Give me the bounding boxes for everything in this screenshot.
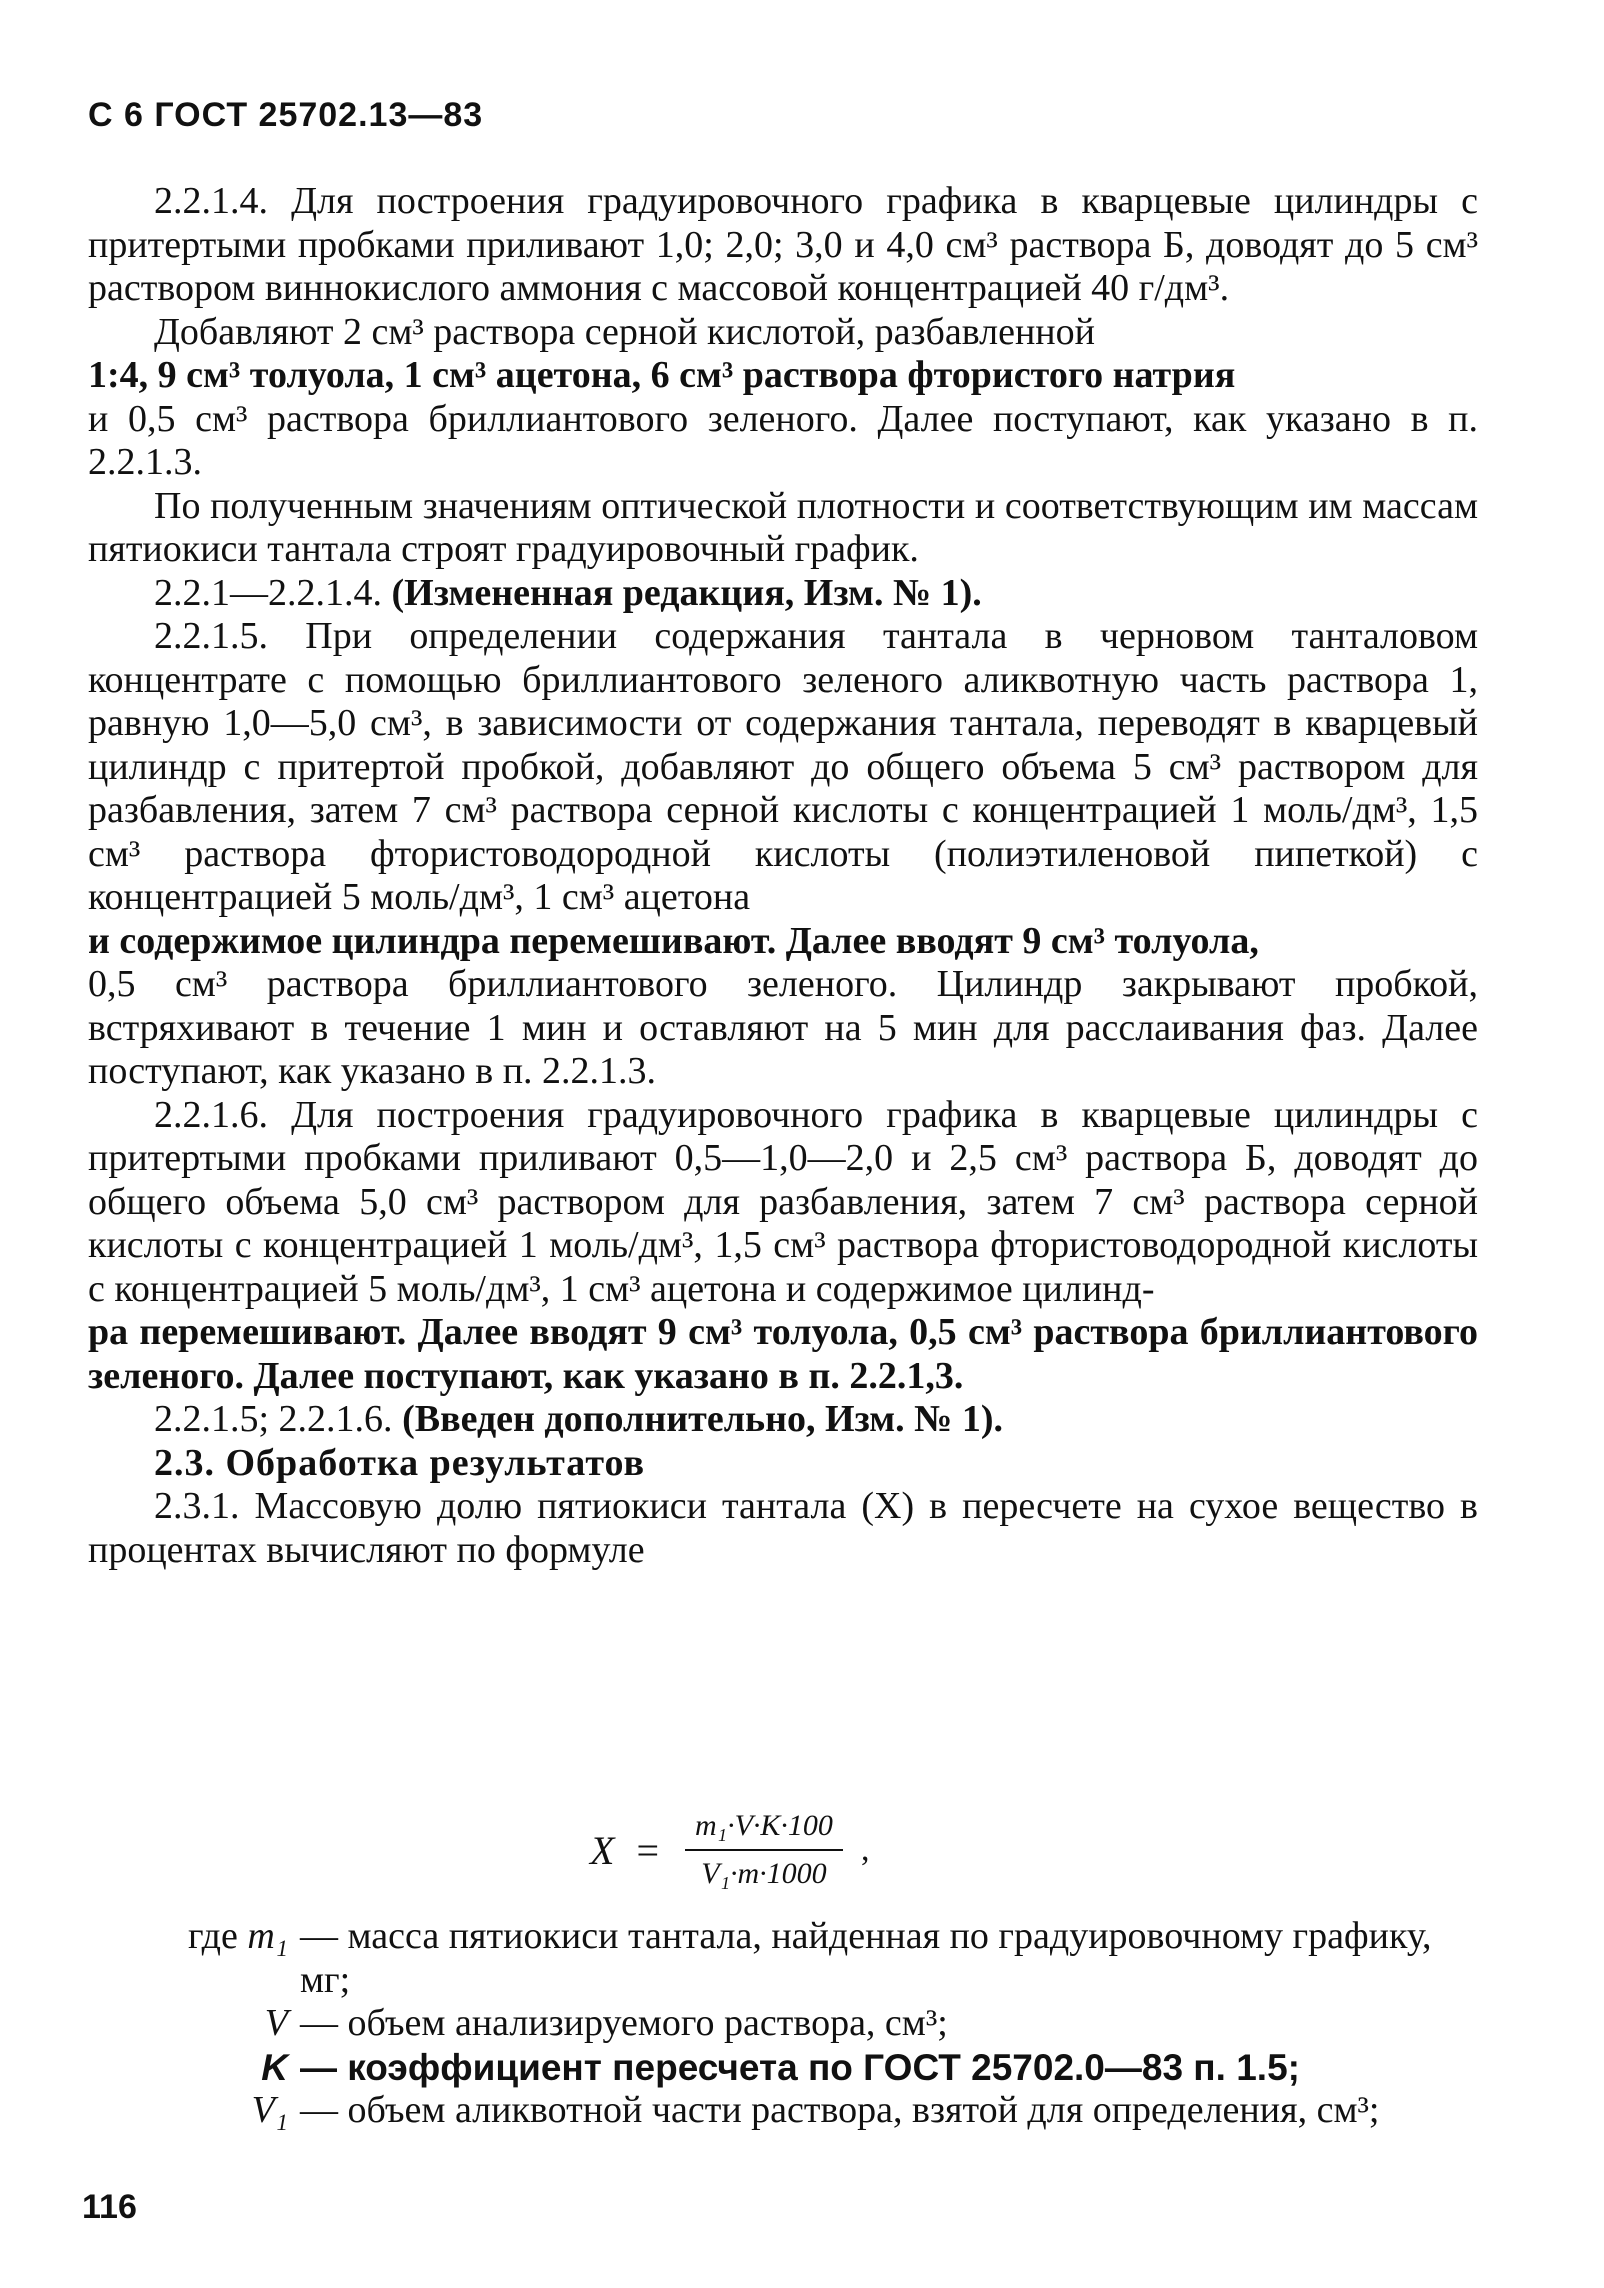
definition-text: — объем анализируемого раствора, см³; [300,2002,948,2044]
paragraph-2-3-1: 2.3.1. Массовую долю пятиокиси тантала (X) в пересчете на сухое вещество в процентах вычисляют по формуле [88,1485,1478,1571]
amendment-1-ref: 2.2.1—2.2.1.4. [154,571,382,614]
paragraph-additions-line3: и 0,5 см³ раствора бриллиантового зеленого. Далее поступают, как указано в п. 2.2.1.3. [88,397,1478,483]
paragraph-amendment-1 [88,572,1478,616]
paragraph-2-2-1-6-part2: ра перемешивают. Далее вводят 9 см³ толуола, 0,5 см³ раствора бриллиантового зеленого. Далее поступают, как указано в п. 2.2.1,3. [88,1311,1478,1397]
definition-key [88,2089,300,2133]
amendment-2-ref: 2.2.1.5; 2.2.1.6. [154,1398,393,1440]
definition-prefix: где [187,1915,238,1957]
formula-lhs: X [590,1827,615,1873]
paragraph-2-2-1-6-part1: 2.2.1.6. Для построения градуировочного графика в кварцевые цилиндры с притертыми пробками приливают 0,5—1,0—2,0 и 2,5 см³ раствора Б, доводят до общего объема 5,0 см³ раствором для разбавления, затем 7 см³ раствора серной кислоты с концентрацией 1 моль/дм³, 1,5 см³ раствора фтористоводородной кислоты с концентрацией 5 моль/дм³, 1 см³ ацетона и содержимое цилинд- [88,1093,1478,1310]
page-number: 116 [82,2188,137,2226]
document-body [88,180,1478,1572]
paragraph-2-2-1-5-part3: 0,5 см³ раствора бриллиантового зеленого. Цилиндр закрывают пробкой, встряхивают в течение 1 мин и оставляют на 5 мин для расслаивания фаз. Далее поступают, как указано в п. 2.2.1.3. [88,963,1478,1092]
definition-key [88,2046,300,2090]
definition-text: — масса пятиокиси тантала, найденная по градуировочному графику, мг; [300,1915,1432,2001]
paragraph-additions-line1: Добавляют 2 см³ раствора серной кислотой, разбавленной [154,310,1095,353]
definition-symbol: V₁ [251,2089,288,2131]
definition-text: — коэффициент пересчета по ГОСТ 25702.0—83 п. 1.5; [300,2046,1300,2088]
formula-definitions [88,1915,1478,2133]
paragraph-calibration-graph: По полученным значениям оптической плотности и соответствующим им массам пятиокиси тантала строят градуировочный график. [88,484,1478,570]
formula-fraction [685,1809,843,1891]
definition-key [88,2002,300,2046]
formula-denominator: V₁·m·1000 [701,1857,827,1890]
mass-fraction-formula [590,1800,869,1900]
formula-comma: , [860,1831,870,1868]
document-header: С 6 ГОСТ 25702.13—83 [88,96,484,134]
definition-symbol: m₁ [247,1915,288,1957]
definition-row [88,1915,1478,2002]
definition-key [88,1915,300,2002]
definition-row [88,2089,1478,2133]
amendment-1-note: (Измененная редакция, Изм. № 1). [391,571,982,614]
paragraph-2-2-1-4: 2.2.1.4. Для построения градуировочного графика в кварцевые цилиндры с притертыми пробками приливают 1,0; 2,0; 3,0 и 4,0 см³ раствора Б, доводят до 5 см³ раствором виннокислого аммония с массовой концентрацией 40 г/дм³. [88,180,1478,309]
definition-symbol: V [264,2002,288,2044]
formula-equals: = [636,1827,659,1873]
definition-row [88,2002,1478,2046]
paragraph-2-2-1-5-part2: и содержимое цилиндра перемешивают. Далее вводят 9 см³ толуола, [88,919,1259,962]
paragraph-additions-line2: 1:4, 9 см³ толуола, 1 см³ ацетона, 6 см³ раствора фтористого натрия [88,354,1236,396]
definition-symbol: K [261,2046,288,2088]
definition-row [88,2046,1478,2090]
section-heading-2-3: 2.3. Обработка результатов [154,1441,646,1484]
formula-numerator: m₁·V·K·100 [685,1809,843,1851]
amendment-2-note: (Введен дополнительно, Изм. № 1). [402,1398,1004,1440]
paragraph-2-2-1-5-part1: 2.2.1.5. При определении содержания тантала в черновом танталовом концентрате с помощью бриллиантового зеленого аликвотную часть раствора 1, равную 1,0—5,0 см³, в зависимости от содержания тантала, переводят в кварцевый цилиндр с притертой пробкой, добавляют до общего объема 5 см³ раствором для разбавления, затем 7 см³ раствора серной кислоты с концентрацией 1 моль/дм³, 1,5 см³ раствора фтористоводородной кислоты (полиэтиленовой пипеткой) с концентрацией 5 моль/дм³, 1 см³ ацетона [88,615,1478,918]
definition-text: — объем аликвотной части раствора, взятой для определения, см³; [300,2089,1380,2131]
paragraph-amendment-2 [88,1398,1478,1442]
